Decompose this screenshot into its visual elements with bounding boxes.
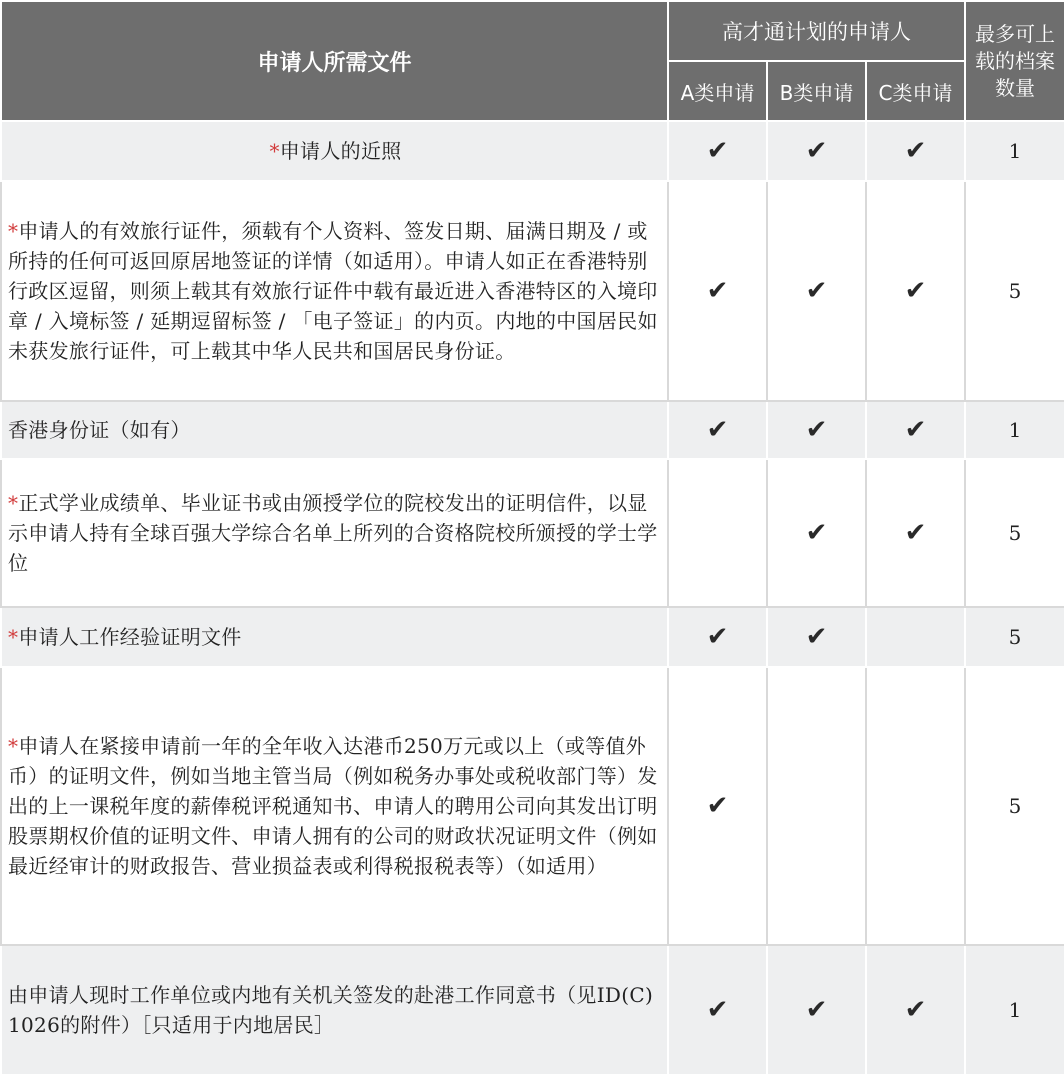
table-row	[1, 181, 1064, 401]
table-row	[1, 401, 1064, 459]
required-asterisk: *	[8, 219, 19, 243]
required-asterisk: *	[8, 734, 19, 758]
document-text: 香港身份证（如有）	[8, 418, 191, 442]
check-mark-icon: ✔	[706, 415, 729, 445]
table-row	[1, 667, 1064, 945]
max-uploads-value: 5	[1008, 279, 1022, 303]
document-cell	[1, 667, 668, 945]
max-uploads-value: 1	[1008, 139, 1022, 163]
category-c-cell	[866, 945, 965, 1075]
check-mark-icon: ✔	[706, 622, 729, 652]
category-c-cell	[866, 121, 965, 181]
max-uploads-cell	[965, 945, 1064, 1075]
max-uploads-value: 5	[1008, 521, 1022, 545]
required-asterisk: *	[8, 625, 19, 649]
document-cell	[1, 459, 668, 607]
document-text: 正式学业成绩单、毕业证书或由颁授学位的院校发出的证明信件，以显示申请人持有全球百强大学综合名单上所列的合资格院校所颁授的学士学位	[8, 491, 658, 575]
max-uploads-cell	[965, 459, 1064, 607]
max-uploads-value: 5	[1008, 625, 1022, 649]
max-uploads-cell	[965, 667, 1064, 945]
category-a-cell	[668, 945, 767, 1075]
header-category-b: B类申请	[767, 61, 866, 121]
check-mark-icon: ✔	[805, 995, 828, 1025]
category-a-cell	[668, 459, 767, 607]
category-b-cell	[767, 181, 866, 401]
category-b-cell	[767, 459, 866, 607]
category-b-cell	[767, 121, 866, 181]
category-b-cell	[767, 667, 866, 945]
category-c-cell	[866, 607, 965, 667]
check-mark-icon: ✔	[904, 518, 927, 548]
max-uploads-cell	[965, 121, 1064, 181]
table-row	[1, 459, 1064, 607]
category-a-cell	[668, 401, 767, 459]
table-row	[1, 121, 1064, 181]
check-mark-icon: ✔	[805, 415, 828, 445]
document-cell	[1, 945, 668, 1075]
required-asterisk: *	[269, 139, 280, 163]
required-asterisk: *	[8, 491, 19, 515]
check-mark-icon: ✔	[904, 276, 927, 306]
check-mark-icon: ✔	[904, 995, 927, 1025]
max-uploads-cell	[965, 401, 1064, 459]
category-c-cell	[866, 181, 965, 401]
check-mark-icon: ✔	[706, 791, 729, 821]
header-max-uploads: 最多可上载的档案数量	[965, 1, 1064, 121]
check-mark-icon: ✔	[904, 136, 927, 166]
category-c-cell	[866, 401, 965, 459]
check-mark-icon: ✔	[805, 622, 828, 652]
check-mark-icon: ✔	[805, 136, 828, 166]
max-uploads-value: 1	[1008, 418, 1022, 442]
document-text: 申请人在紧接申请前一年的全年收入达港币250万元或以上（或等值外币）的证明文件，例如当地主管当局（例如税务办事处或税收部门等）发出的上一课税年度的薪俸税评税通知书、申请人的聘用公司向其发出订明股票期权价值的证明文件、申请人拥有的公司的财政状况证明文件（例如最近经审计的财政报告、营业损益表或利得税报税表等）（如适用）	[8, 734, 658, 878]
check-mark-icon: ✔	[706, 995, 729, 1025]
category-a-cell	[668, 181, 767, 401]
category-c-cell	[866, 667, 965, 945]
check-mark-icon: ✔	[706, 136, 729, 166]
document-cell	[1, 607, 668, 667]
category-a-cell	[668, 607, 767, 667]
document-text: 申请人的近照	[279, 139, 402, 163]
document-cell	[1, 121, 668, 181]
max-uploads-cell	[965, 607, 1064, 667]
check-mark-icon: ✔	[805, 518, 828, 548]
category-b-cell	[767, 607, 866, 667]
document-cell	[1, 181, 668, 401]
check-mark-icon: ✔	[904, 415, 927, 445]
category-c-cell	[866, 459, 965, 607]
header-category-c: C类申请	[866, 61, 965, 121]
check-mark-icon: ✔	[805, 276, 828, 306]
document-text: 申请人工作经验证明文件	[18, 625, 242, 649]
check-mark-icon: ✔	[706, 276, 729, 306]
category-b-cell	[767, 401, 866, 459]
max-uploads-value: 5	[1008, 794, 1022, 818]
category-b-cell	[767, 945, 866, 1075]
header-category-a: A类申请	[668, 61, 767, 121]
document-text: 申请人的有效旅行证件，须载有个人资料、签发日期、届满日期及 / 或所持的任何可返回原居地签证的详情（如适用）。申请人如正在香港特别行政区逗留，则须上载其有效旅行证件中载有最近进入香港特区的入境印章 / 入境标签 / 延期逗留标签 / 「电子签证」的内页。内地的中国居民如未获发旅行证件，可上载其中华人民共和国居民身份证。	[8, 219, 658, 363]
document-text: 由申请人现时工作单位或内地有关机关签发的赴港工作同意书（见ID(C) 1026的附件）［只适用于内地居民］	[8, 983, 654, 1037]
category-a-cell	[668, 667, 767, 945]
max-uploads-cell	[965, 181, 1064, 401]
table-row	[1, 945, 1064, 1075]
max-uploads-value: 1	[1008, 998, 1022, 1022]
category-a-cell	[668, 121, 767, 181]
header-documents: 申请人所需文件	[1, 1, 668, 121]
header-applicant-group: 高才通计划的申请人	[668, 1, 965, 61]
table-row	[1, 607, 1064, 667]
document-cell	[1, 401, 668, 459]
